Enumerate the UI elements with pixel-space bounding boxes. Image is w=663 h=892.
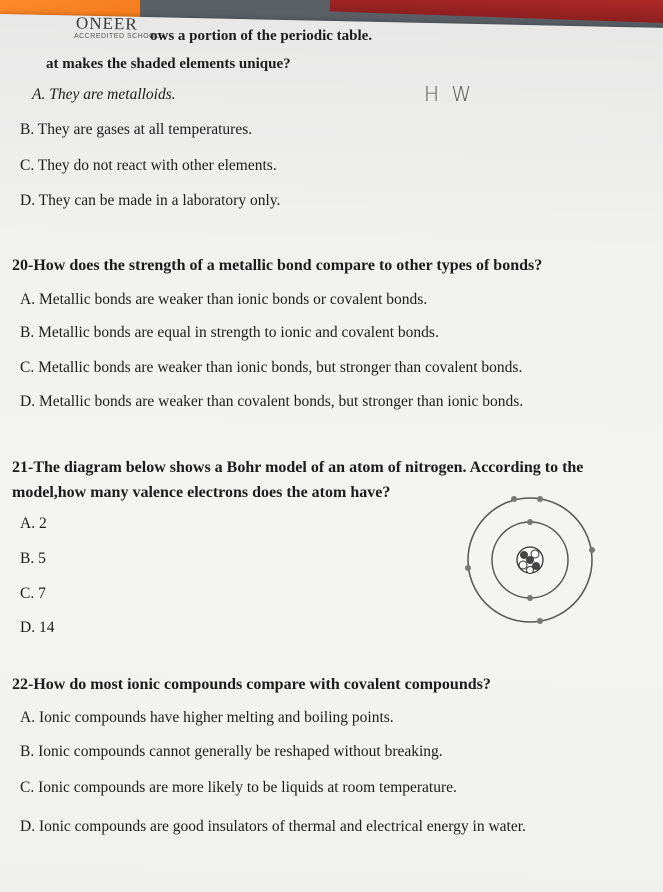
q19-prompt-line1: ows a portion of the periodic table. [150, 28, 373, 44]
school-logo: ONEER [75, 13, 138, 34]
q22-option-c: C. Ionic compounds are more likely to be liquids at room temperature. [20, 779, 457, 796]
school-logo-subtitle: ACCREDITED SCHOOLS [74, 33, 165, 40]
q21-option-b: B. 5 [20, 550, 46, 567]
outer-electron-5 [537, 618, 543, 624]
q21-option-a: A. 2 [20, 515, 47, 532]
q21-option-d: D. 14 [20, 619, 55, 636]
q20-question: 20-How does the strength of a metallic bond compare to other types of bonds? [12, 257, 543, 274]
q22-option-b: B. Ionic compounds cannot generally be reshaped without breaking. [20, 743, 443, 760]
q21-question-line2: model,how many valence electrons does the atom have? [12, 484, 391, 501]
nucleus [517, 547, 543, 574]
q19-option-c: C. They do not react with other elements. [20, 157, 277, 174]
q21-question-line1: 21-The diagram below shows a Bohr model of an atom of nitrogen. According to the [12, 459, 584, 476]
handwritten-hw-note: H W [424, 82, 475, 106]
inner-electron-2 [527, 595, 533, 601]
inner-electron-1 [527, 519, 533, 525]
q19-option-a: A. They are metalloids. [32, 86, 176, 103]
q20-option-b: B. Metallic bonds are equal in strength to ionic and covalent bonds. [20, 324, 439, 341]
q21-option-c: C. 7 [20, 585, 46, 602]
q20-option-d: D. Metallic bonds are weaker than covalent bonds, but stronger than ionic bonds. [20, 393, 524, 410]
q19-option-b: B. They are gases at all temperatures. [20, 121, 253, 138]
q20-option-a: A. Metallic bonds are weaker than ionic bonds or covalent bonds. [20, 291, 428, 308]
q22-option-d: D. Ionic compounds are good insulators of thermal and electrical energy in water. [20, 818, 526, 835]
outer-electron-3 [589, 547, 595, 553]
q22-option-a: A. Ionic compounds have higher melting and boiling points. [20, 709, 394, 726]
outer-electron-2 [537, 496, 543, 502]
outer-electron-4 [465, 565, 471, 571]
q22-question: 22-How do most ionic compounds compare with covalent compounds? [12, 676, 491, 693]
q20-option-c: C. Metallic bonds are weaker than ionic bonds, but stronger than covalent bonds. [20, 359, 523, 376]
q19-prompt-line2: at makes the shaded elements unique? [46, 56, 291, 72]
q19-option-d: D. They can be made in a laboratory only. [20, 192, 281, 209]
outer-electron-1 [511, 496, 517, 502]
bohr-model-diagram [456, 490, 606, 630]
